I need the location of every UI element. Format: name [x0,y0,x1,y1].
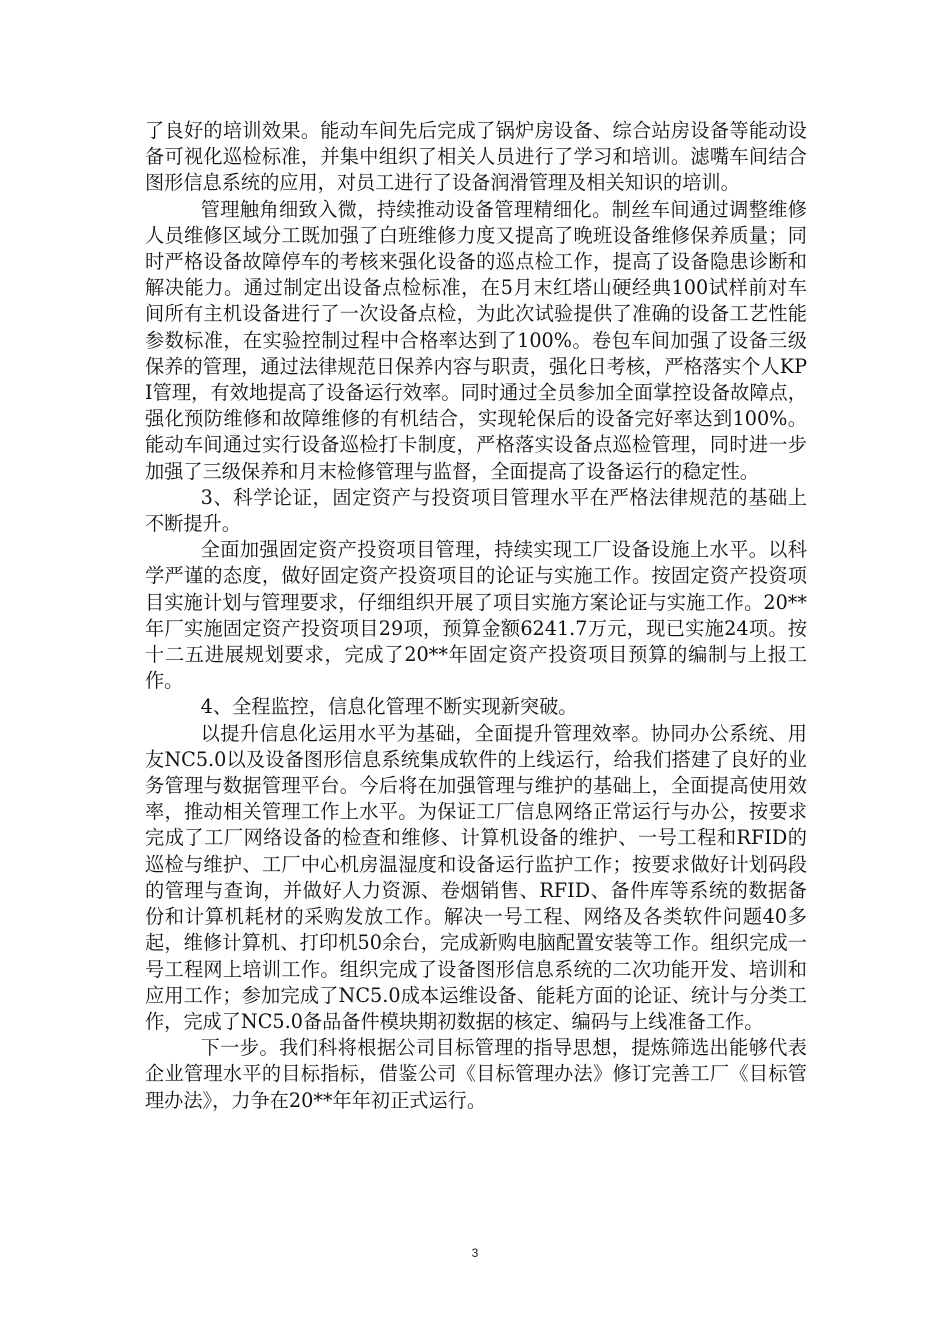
section-heading: 4、全程监控，信息化管理不断实现新突破。 [200,695,578,719]
paragraph: 全面加强固定资产投资项目管理，持续实现工厂设备设施上水平。以科学严谨的态度，做好固定资产投资项目的论证与实施工作。按固定资产投资项目实施计划与管理要求，仔细组织开展了项目实施方案论证与实施工作。20**年厂实施固定资产投资项目29项，预算金额6241.7万元，现已实施24项。按十二五进展规划要求，完成了20**年固定资产投资项目预算的编制与上报工作。 [145,538,807,693]
document-body [145,118,807,1114]
section-heading: 3、科学论证，固定资产与投资项目管理水平在严格法律规范的基础上不断提升。 [145,485,807,536]
paragraph: 以提升信息化运用水平为基础，全面提升管理效率。协同办公系统、用友NC5.0以及设备图形信息系统集成软件的上线运行，给我们搭建了良好的业务管理与数据管理平台。今后将在加强管理与维护的基础上，全面提高使用效率，推动相关管理工作上水平。为保证工厂信息网络正常运行与办公，按要求完成了工厂网络设备的检查和维修、计算机设备的维护、一号工程和RFID的巡检与维护、工厂中心机房温湿度和设备运行监护工作；按要求做好计划码段的管理与查询，并做好人力资源、卷烟销售、RFID、备件库等系统的数据备份和计算机耗材的采购发放工作。解决一号工程、网络及各类软件问题40多起，维修计算机、打印机50余台，完成新购电脑配置安装等工作。组织完成一号工程网上培训工作。组织完成了设备图形信息系统的二次功能开发、培训和应用工作；参加完成了NC5.0成本运维设备、能耗方面的论证、统计与分类工作，完成了NC5.0备品备件模块期初数据的核定、编码与上线准备工作。 [145,721,807,1033]
page-number: 3 [471,1246,479,1260]
paragraph: 管理触角细致入微，持续推动设备管理精细化。制丝车间通过调整维修人员维修区域分工既加强了白班维修力度又提高了晚班设备维修保养质量；同时严格设备故障停车的考核来强化设备的巡点检工作，提高了设备隐患诊断和解决能力。通过制定出设备点检标准，在5月末红塔山硬经典100试样前对车间所有主机设备进行了一次设备点检，为此次试验提供了准确的设备工艺性能参数标准，在实验控制过程中合格率达到了100%。卷包车间加强了设备三级保养的管理，通过法律规范日保养内容与职责，强化日考核，严格落实个人KPI管理，有效地提高了设备运行效率。同时通过全员参加全面掌控设备故障点，强化预防维修和故障维修的有机结合，实现轮保后的设备完好率达到100%。能动车间通过实行设备巡检打卡制度，严格落实设备点巡检管理，同时进一步加强了三级保养和月末检修管理与监督，全面提高了设备运行的稳定性。 [145,197,807,483]
paragraph: 了良好的培训效果。能动车间先后完成了锅炉房设备、综合站房设备等能动设备可视化巡检标准，并集中组织了相关人员进行了学习和培训。滤嘴车间结合图形信息系统的应用，对员工进行了设备润滑管理及相关知识的培训。 [145,119,807,195]
paragraph: 下一步。我们科将根据公司目标管理的指导思想，提炼筛选出能够代表企业管理水平的目标指标，借鉴公司《目标管理办法》修订完善工厂《目标管理办法》，力争在20**年年初正式运行。 [145,1036,807,1112]
